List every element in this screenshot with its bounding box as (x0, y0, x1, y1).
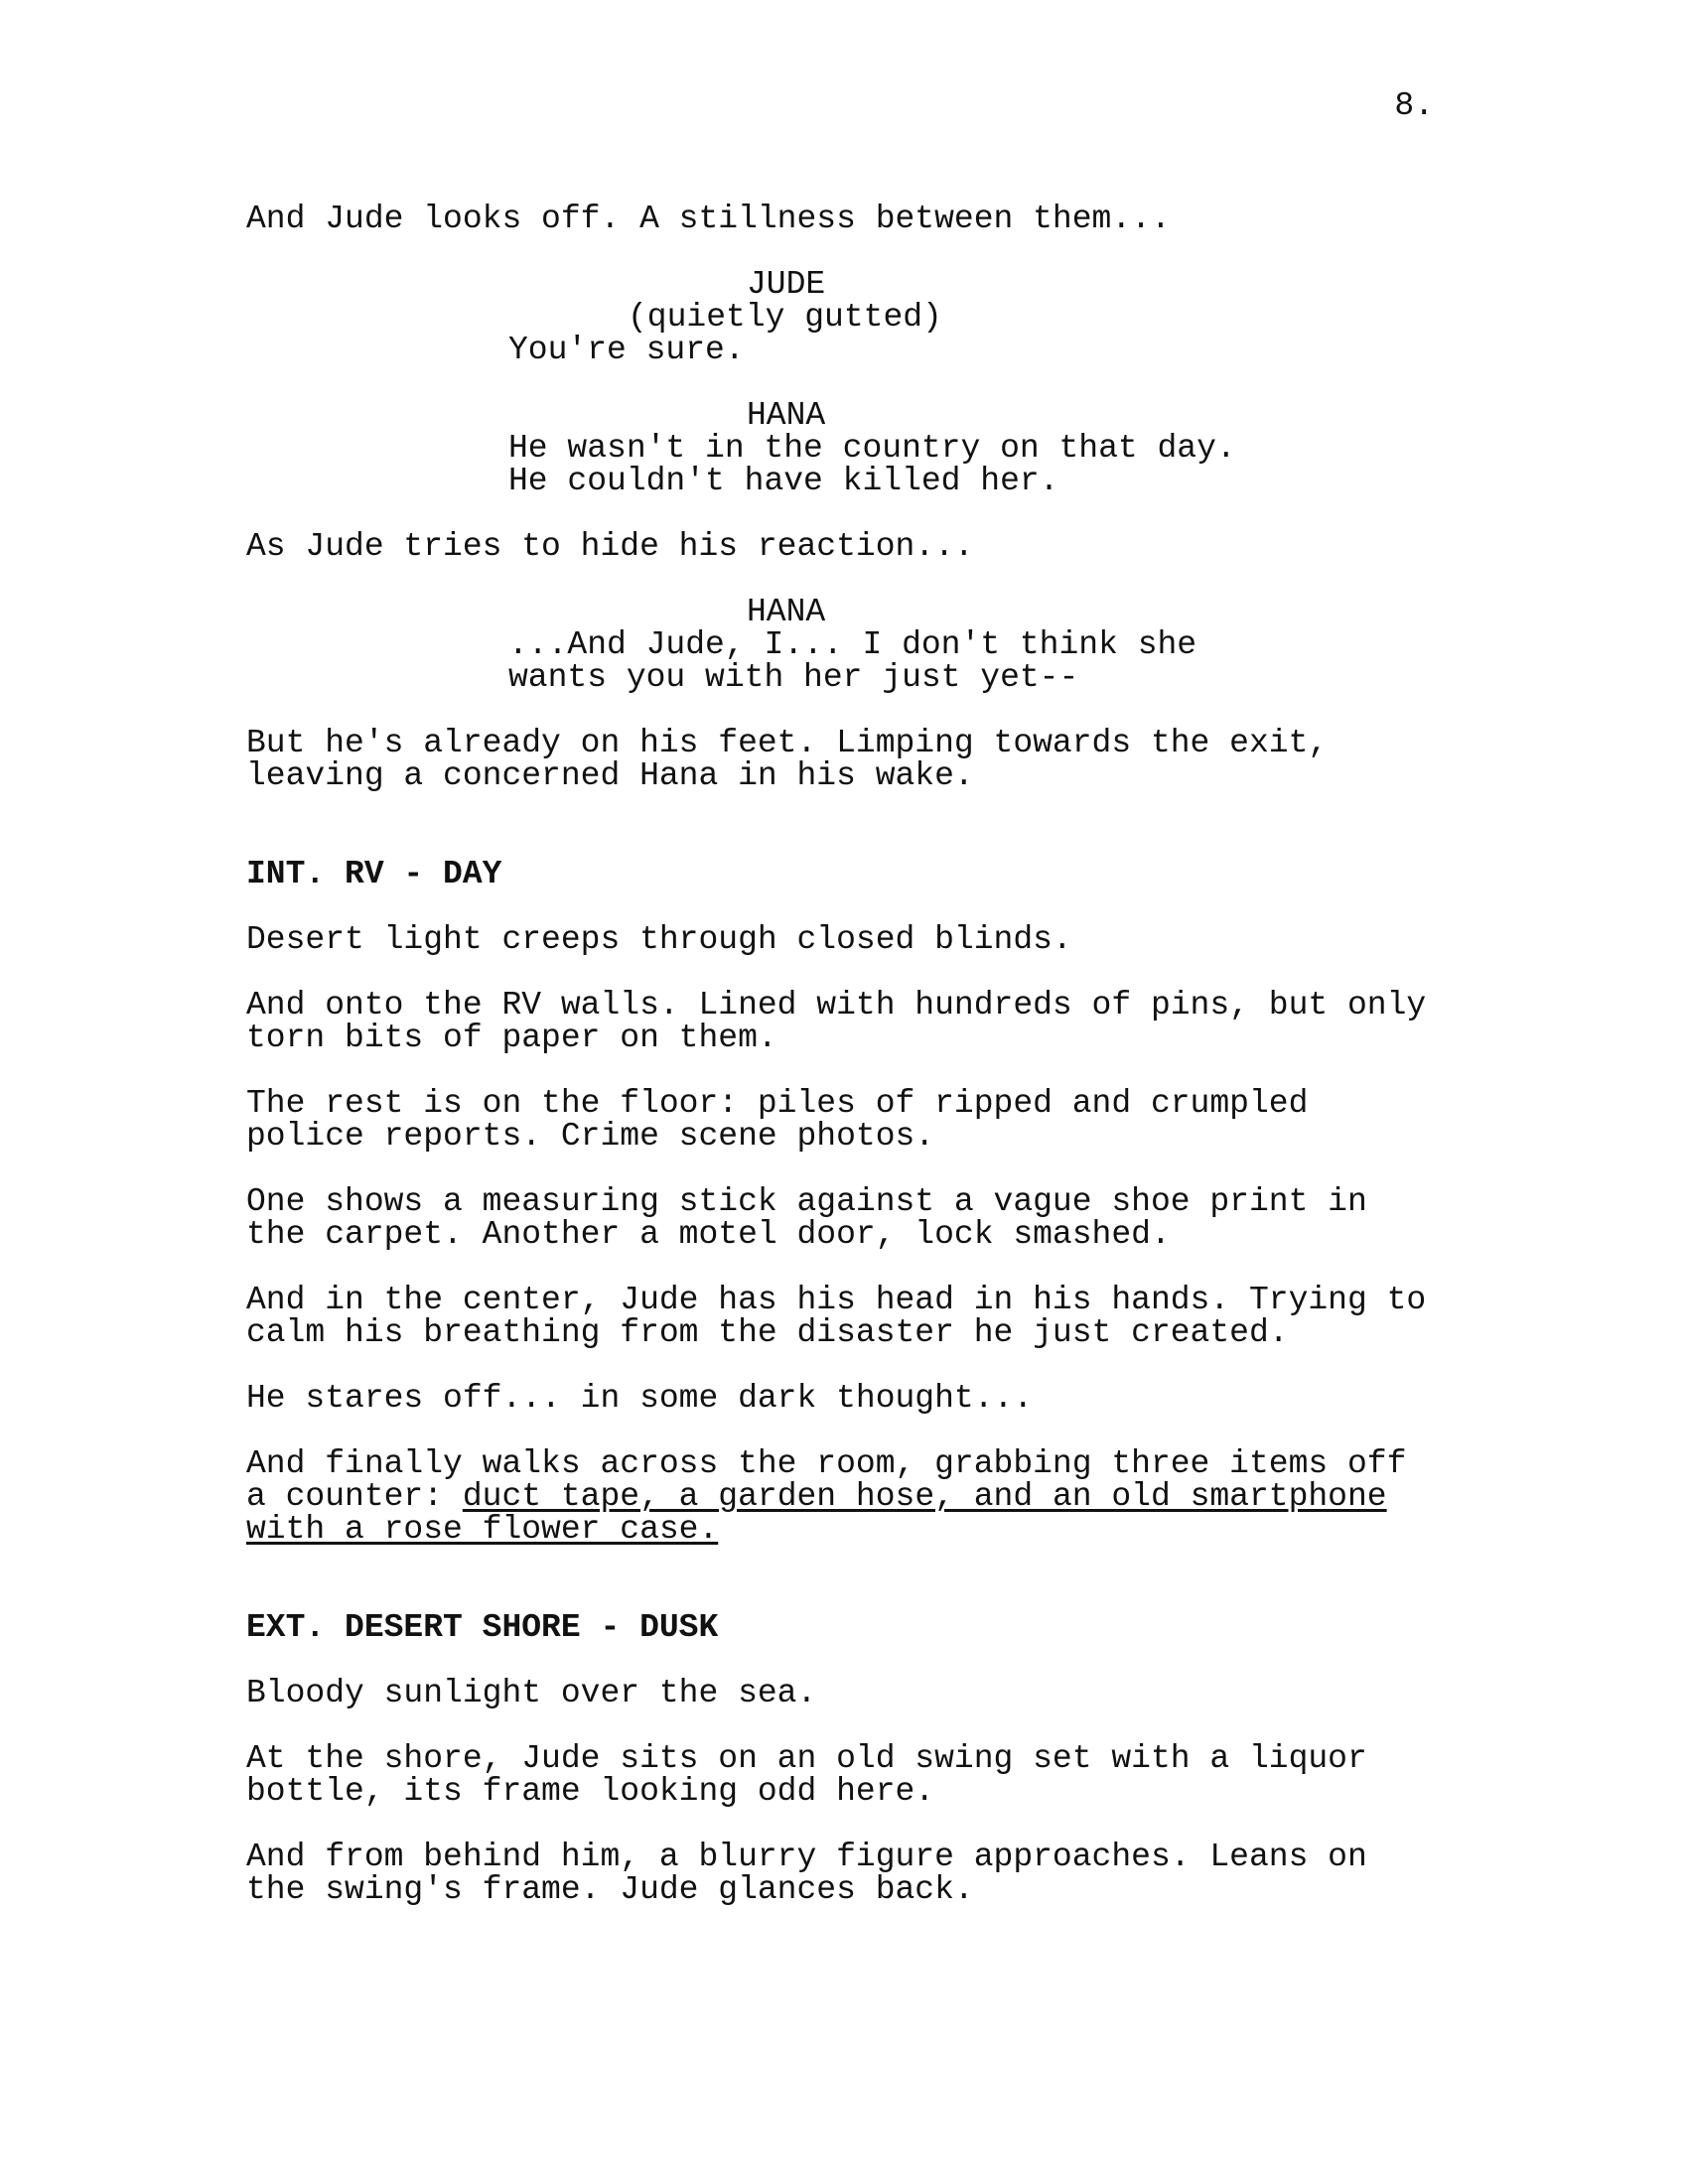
action-paragraph (246, 1447, 1458, 1546)
action-line: One shows a measuring stick against a vague shoe print in (246, 1183, 1367, 1220)
character-name: HANA (747, 594, 826, 630)
action-line: leaving a concerned Hana in his wake. (246, 757, 974, 794)
action-line: Bloody sunlight over the sea. (246, 1675, 817, 1711)
action-line: At the shore, Jude sits on an old swing set with a liquor (246, 1740, 1367, 1777)
action-paragraph (246, 1742, 1458, 1808)
action-line: Desert light creeps through closed blinds. (246, 921, 1072, 958)
action-paragraph (246, 1087, 1458, 1153)
action-paragraph (246, 1284, 1458, 1349)
action-paragraph (246, 1677, 1458, 1709)
action-paragraph (246, 923, 1458, 956)
dialogue-line: You're sure. (508, 332, 745, 368)
dialogue-line: ...And Jude, I... I don't think she (508, 626, 1197, 663)
dialogue-line: He couldn't have killed her. (508, 463, 1059, 499)
underlined-props: with a rose flower case. (246, 1511, 719, 1548)
action-line: The rest is on the floor: piles of ripped and crumpled (246, 1085, 1309, 1122)
script-body (246, 203, 1458, 1939)
action-line: calm his breathing from the disaster he just created. (246, 1314, 1289, 1351)
action-line: the carpet. Another a motel door, lock smashed. (246, 1216, 1171, 1253)
action-line: And onto the RV walls. Lined with hundreds of pins, but only (246, 987, 1427, 1024)
dialogue-block-hana (246, 399, 1458, 497)
dialogue-block-jude (246, 268, 1458, 366)
action-line: police reports. Crime scene photos. (246, 1118, 935, 1155)
action-line: And Jude looks off. A stillness between them... (246, 201, 1171, 237)
action-line: And in the center, Jude has his head in his hands. Trying to (246, 1282, 1427, 1318)
scene-heading: INT. RV - DAY (246, 856, 502, 892)
dialogue-line: wants you with her just yet-- (508, 659, 1079, 696)
action-line-text: a counter: (246, 1478, 463, 1515)
action-paragraph (246, 727, 1458, 792)
action-paragraph (246, 530, 1458, 563)
action-line: As Jude tries to hide his reaction... (246, 528, 974, 565)
dialogue-line: He wasn't in the country on that day. (508, 430, 1236, 467)
action-paragraph (246, 989, 1458, 1054)
parenthetical: (quietly gutted) (628, 299, 942, 336)
action-line: And from behind him, a blurry figure approaches. Leans on (246, 1839, 1367, 1875)
action-line: He stares off... in some dark thought... (246, 1380, 1034, 1417)
action-line: the swing's frame. Jude glances back. (246, 1871, 974, 1908)
character-name: JUDE (747, 266, 826, 303)
action-line: And finally walks across the room, grabbing three items off (246, 1445, 1407, 1482)
action-paragraph (246, 1841, 1458, 1906)
page-number: 8. (1394, 87, 1434, 124)
action-line: bottle, its frame looking odd here. (246, 1773, 935, 1810)
underlined-props: duct tape, a garden hose, and an old smartphone (462, 1478, 1387, 1515)
character-name: HANA (747, 397, 826, 434)
action-paragraph (246, 1382, 1458, 1415)
scene-heading: EXT. DESERT SHORE - DUSK (246, 1609, 719, 1646)
action-line: But he's already on his feet. Limping towards the exit, (246, 725, 1329, 761)
action-paragraph (246, 203, 1458, 235)
action-paragraph (246, 1185, 1458, 1251)
action-line: torn bits of paper on them. (246, 1020, 777, 1056)
dialogue-block-hana (246, 596, 1458, 694)
